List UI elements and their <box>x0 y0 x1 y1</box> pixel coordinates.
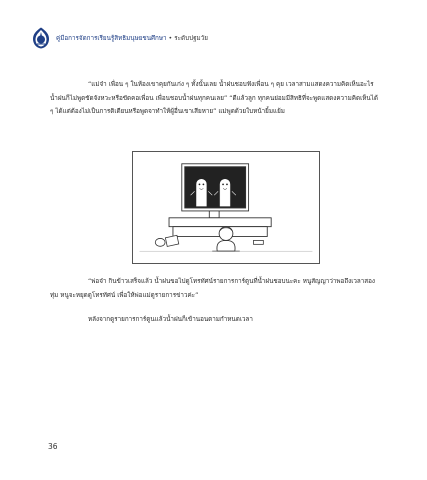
manual-title: คู่มือการจัดการเรียนรู้สิทธิมนุษยชนศึกษา <box>56 35 167 42</box>
level-label: ระดับปฐมวัย <box>174 35 208 42</box>
page-header <box>0 0 427 54</box>
header-title <box>56 33 208 43</box>
page-number: 36 <box>48 442 58 451</box>
title-separator: • <box>166 35 175 42</box>
ministry-emblem-icon <box>31 27 51 49</box>
story-paragraph-3: หลังจากดูรายการการ์ตูนแล้วน้ำฝนก็เข้านอนตามกำหนดเวลา <box>88 316 253 323</box>
story-paragraph-2: “พ่อจ๋า กินข้าวเสร็จแล้ว น้ำฝนขอไปดูโทรทัศน์รายการการ์ตูนที่น้ำฝนชอบนะคะ หนูสัญญาว่าพอถึงเวลาสองทุ่ม หนูจะหยุดดูโทรทัศน์ เพื่อให้พ่อแม่ดูรายการข่าวค่ะ” <box>50 278 375 299</box>
story-paragraph-1: “แม่จ๋า เพื่อน ๆ ในห้องเขาคุยกันเก่ง ๆ ทั้งนั้นเลย น้ำฝนชอบฟังเพื่อน ๆ คุย เวลาสามแสดงความคิดเห็นอะไร น้ำฝนก็ไม่พูดขัดจังหวะหรือขัดคอเพื่อน เพื่อนชอบน้ำฝนทุกคนเลย” “ดีแล้วลูก ทุกคนย่อมมีสิทธิที่จะพูดแสดงความคิดเห็นได้ ๆ ได้แต่ต้องไม่เป็นการติเตียนหรือพูดจาทำให้ผู้อื่นเขาเสียหาย” แม่พูดด้วยใบหน้ายิ้มแย้ม <box>50 81 378 115</box>
television-icon <box>182 164 249 218</box>
floor-toys <box>155 235 263 246</box>
tv-watching-illustration <box>132 151 320 264</box>
